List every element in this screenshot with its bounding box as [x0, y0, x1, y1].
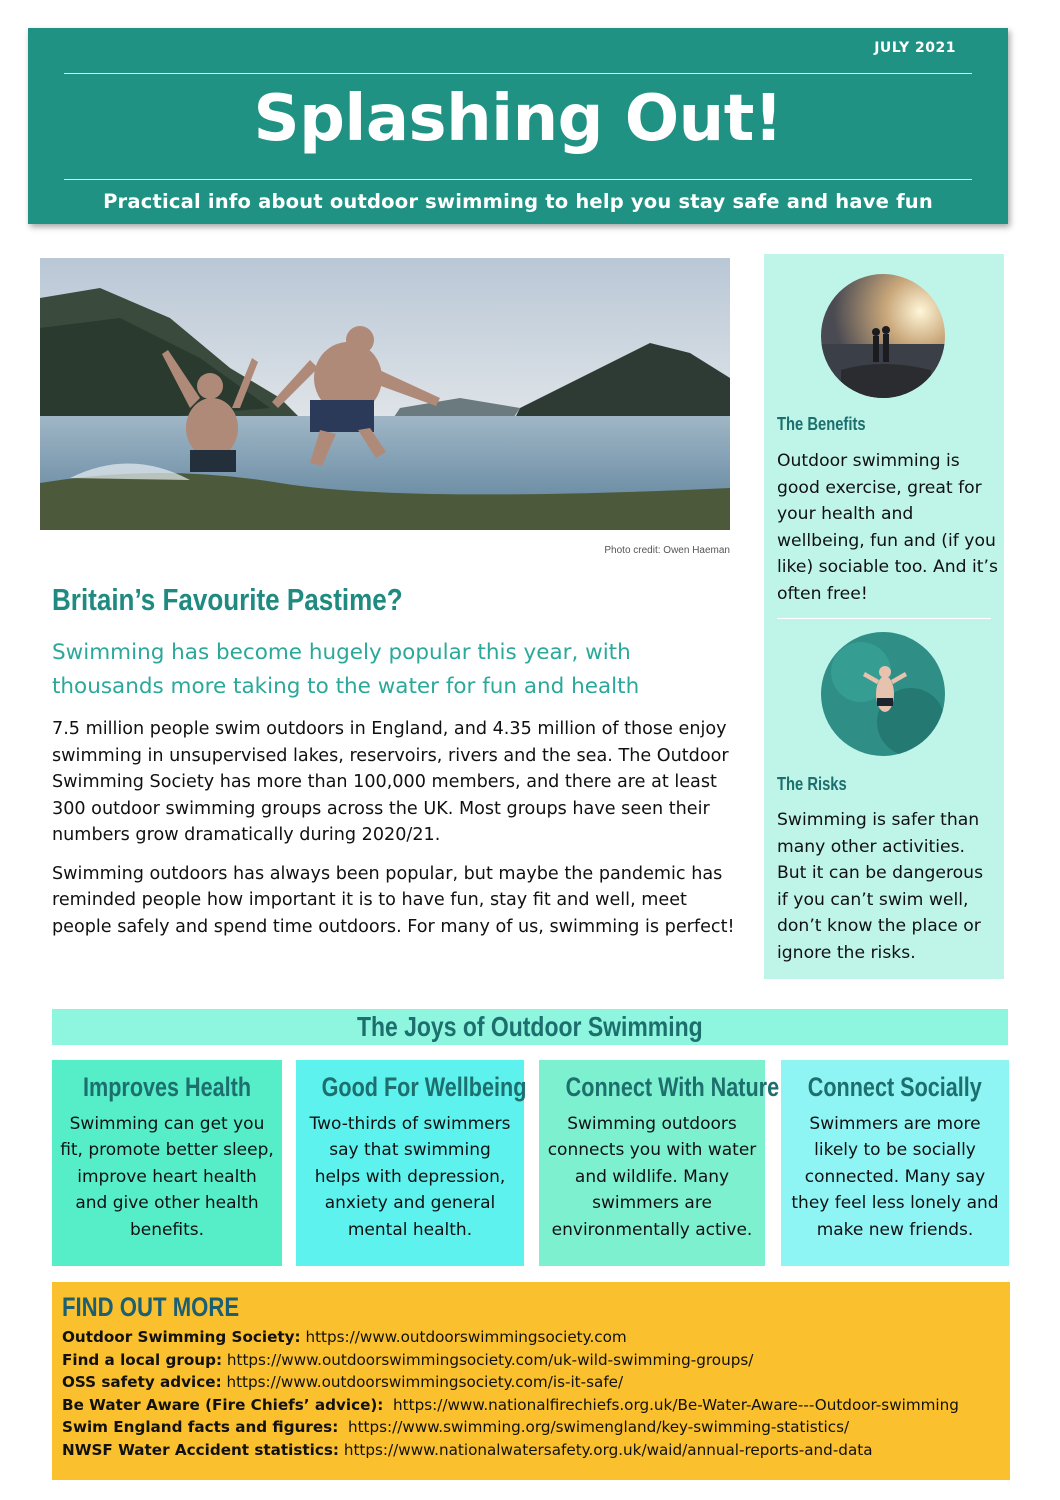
masthead: [28, 28, 1008, 224]
find-out-more-box: [52, 1282, 1010, 1480]
article-title: Britain’s Favourite Pastime?: [52, 582, 403, 617]
resource-url[interactable]: https://www.nationalwatersafety.org.uk/waid/annual-reports-and-data: [343, 1440, 873, 1459]
sidebar-divider: [777, 618, 991, 619]
risks-text: Swimming is safer than many other activities. But it can be dangerous if you can’t swim well, don’t know the place or ignore the risks.: [777, 810, 984, 963]
issue-date: JULY 2021: [874, 40, 956, 56]
resource-link[interactable]: [62, 1326, 1000, 1349]
joys-title: The Joys of Outdoor Swimming: [357, 1011, 703, 1042]
joy-card-wellbeing: [296, 1060, 527, 1266]
resource-label: Be Water Aware (Fire Chiefs’ advice):: [62, 1395, 384, 1414]
article-body: [52, 716, 752, 952]
joy-card-text: Swimming can get you fit, promote better sleep, improve heart health and give other health benefits.: [60, 1114, 274, 1240]
resource-url[interactable]: https://www.outdoorswimmingsociety.com/uk-wild-swimming-groups/: [226, 1350, 754, 1369]
risks-photo: [821, 632, 945, 756]
joy-card-text: Swimming outdoors connects you with water and wildlife. Many swimmers are environmentally active.: [547, 1114, 757, 1240]
joy-card-title: Good For Wellbeing: [321, 1072, 527, 1102]
joy-card-text: Two-thirds of swimmers say that swimming helps with depression, anxiety and general mental health.: [309, 1114, 511, 1240]
resource-link[interactable]: [62, 1416, 1000, 1439]
resource-url[interactable]: https://www.swimming.org/swimengland/key-swimming-statistics/: [347, 1418, 850, 1436]
newsletter-title: Splashing Out!: [253, 82, 783, 156]
joy-card-text: Swimmers are more likely to be socially connected. Many say they feel less lonely and make new friends.: [791, 1114, 999, 1240]
resource-label: OSS safety advice:: [62, 1373, 222, 1391]
resource-label: Outdoor Swimming Society:: [62, 1328, 301, 1346]
joy-card-social: [781, 1060, 1009, 1266]
hero-photo: [40, 258, 730, 530]
resource-url[interactable]: https://www.nationalfirechiefs.org.uk/Be-Water-Aware---Outdoor-swimming: [393, 1395, 959, 1414]
joy-card-title: Improves Health: [82, 1072, 252, 1102]
benefits-photo: [821, 274, 945, 398]
resource-link[interactable]: [62, 1349, 1000, 1372]
article-paragraph: Swimming outdoors has always been popular, but maybe the pandemic has reminded people how important it is to have fun, stay fit and well, meet people safely and spend time outdoors. For many of us, swimming is perfect!: [52, 863, 735, 937]
joy-card-title: Connect With Nature: [565, 1072, 780, 1102]
resource-label: Swim England facts and figures:: [62, 1418, 339, 1436]
risks-heading: The Risks: [777, 774, 847, 794]
resource-link[interactable]: [62, 1439, 1000, 1462]
article-paragraph: 7.5 million people swim outdoors in England, and 4.35 million of those enjoy swimming in unsupervised lakes, reservoirs, rivers and the sea. The Outdoor Swimming Society has more than 100,000 members, and there are at least 300 outdoor swimming groups across the UK. Most groups have seen their numbers grow dramatically during 2020/21.: [52, 719, 729, 845]
sidebar: [764, 254, 1004, 979]
joy-card-nature: [539, 1060, 780, 1266]
resource-url[interactable]: https://www.outdoorswimmingsociety.com/is-it-safe/: [226, 1373, 624, 1391]
masthead-divider-top: [64, 73, 972, 74]
joys-banner: [52, 1009, 1008, 1045]
masthead-divider-bottom: [64, 179, 972, 180]
find-out-more-title: FIND OUT MORE: [62, 1292, 240, 1322]
resource-link[interactable]: [62, 1371, 1000, 1394]
resource-url[interactable]: https://www.outdoorswimmingsociety.com: [305, 1328, 627, 1346]
joy-card-health: [52, 1060, 282, 1266]
article-standfirst: Swimming has become hugely popular this year, with thousands more taking to the water for fun and health: [52, 640, 640, 699]
resource-label: NWSF Water Accident statistics:: [62, 1440, 339, 1459]
photo-credit: Photo credit: Owen Haeman: [604, 545, 730, 556]
benefits-heading: The Benefits: [777, 414, 866, 434]
benefits-text: Outdoor swimming is good exercise, great for your health and wellbeing, fun and (if you like) sociable too. And it’s often free!: [777, 451, 998, 604]
newsletter-subtitle: Practical info about outdoor swimming to help you stay safe and have fun: [103, 190, 933, 213]
joy-card-title: Connect Socially: [807, 1072, 983, 1102]
resource-label: Find a local group:: [62, 1350, 223, 1369]
resource-link[interactable]: [62, 1394, 1000, 1417]
